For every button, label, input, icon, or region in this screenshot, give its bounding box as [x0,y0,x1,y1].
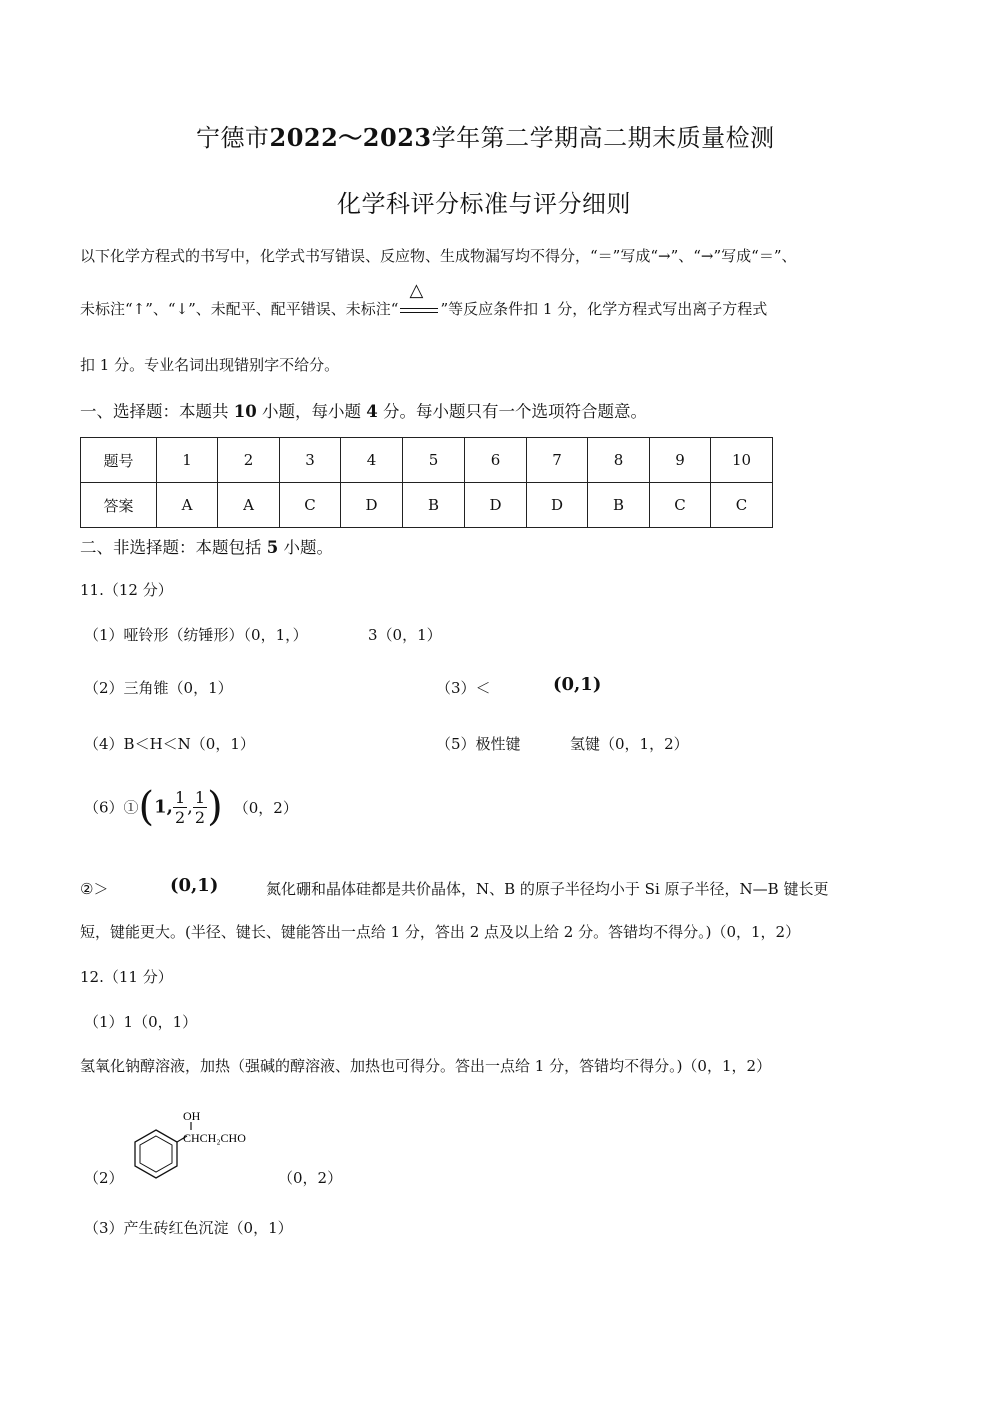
table-cell: B [403,483,465,528]
intro-line-2-b: ”等反应条件扣 1 分，化学方程式写出离子方程式 [440,300,768,318]
table-cell: D [527,483,588,528]
q11-part-6 [84,784,298,838]
heating-triangle: △ [409,280,424,301]
benzene-structure [125,1105,275,1185]
q11-part-7a: ②＞ [80,880,109,898]
q11-coord-z-den: 2 [194,807,206,827]
table-cell: D [465,483,527,528]
title-term: 学年第二学期高二期末质量检测 [431,124,775,152]
table-cell: A [157,483,218,528]
q11-part-7c: 短，键能更大。(半径、键长、键能答出一点给 1 分，答出 2 点及以上给 2 分。答错均不得分。)（0，1，2） [80,923,801,941]
benzene-ring [135,1130,177,1178]
title-line-1 [196,118,775,153]
q11-coord-x: 1, [154,796,173,818]
table-cell: C [711,483,773,528]
section-1-heading [80,398,647,422]
q11-part-6-label: （6）① [84,798,139,817]
struct-oh-label: OH [183,1109,201,1123]
section-2-count: 5 [266,538,279,557]
section-1-heading-a: 一、选择题：本题共 [80,402,234,421]
table-row-answers [81,483,773,528]
title-city: 宁德市 [196,124,270,152]
q11-part-7b: 氮化硼和晶体硅都是共价晶体，N、B 的原子半径均小于 Si 原子半径，N—B 键长更 [266,880,829,898]
q11-part-4: （4）B＜H＜N（0，1） [84,735,255,753]
q12-part-3: （3）产生砖红色沉淀（0，1） [84,1219,293,1237]
q11-part-2: （2）三角锥（0，1） [84,679,233,697]
q11-coord-z-num: 1 [194,787,206,807]
table-cell: 10 [711,438,773,483]
q12-header: 12.（11 分） [80,968,173,986]
q11-coord-y-den: 2 [174,807,186,827]
table-label-answer: 答案 [81,483,157,528]
table-cell: B [588,483,650,528]
q11-part-3-score: (0,1) [553,674,602,695]
heating-condition-symbol [398,280,440,318]
section-1-points: 4 [366,402,378,421]
intro-line-2 [80,280,768,319]
intro-line-3: 扣 1 分。专业名词出现错别字不给分。 [80,356,340,374]
table-cell: 9 [650,438,711,483]
table-cell: C [650,483,711,528]
table-cell: D [341,483,403,528]
table-cell: 3 [280,438,341,483]
section-2-heading-a: 二、非选择题：本题包括 [80,538,267,557]
table-cell: 4 [341,438,403,483]
struct-chain-label: CHCH₂CHO [183,1131,246,1145]
table-cell: A [218,483,280,528]
title-line-2: 化学科评分标准与评分细则 [337,190,631,218]
table-cell: C [280,483,341,528]
q11-part-5b: 氢键（0，1，2） [570,735,689,753]
table-cell: 7 [527,438,588,483]
table-cell: 1 [157,438,218,483]
table-cell: 2 [218,438,280,483]
section-2-heading-b: 小题。 [278,538,333,557]
q11-part-5a: （5）极性键 [436,735,521,753]
table-cell: 8 [588,438,650,483]
q11-header: 11.（12 分） [80,581,173,599]
section-2-heading [80,534,333,558]
section-1-heading-c: 分。每小题只有一个选项符合题意。 [377,402,647,421]
intro-line-2-a: 未标注“↑”、“↓”、未配平、配平错误、未标注“ [80,300,399,318]
q11-coord-y [173,788,187,827]
q11-coord-close-paren: ) [207,784,223,830]
q11-coord-z [193,788,207,827]
q12-part-2-score: （0，2） [278,1169,343,1187]
section-1-count: 10 [233,402,257,421]
table-cell: 6 [465,438,527,483]
title-years: 2022～2023 [269,123,432,152]
q11-coord-y-num: 1 [174,787,186,807]
table-row-numbers [81,438,773,483]
table-label-number: 题号 [81,438,157,483]
equals-line-top [400,308,438,309]
answer-table [80,437,773,528]
q11-coord-open-paren: ( [138,784,155,830]
table-cell: 5 [403,438,465,483]
q11-part-1b: 3（0，1） [368,626,442,644]
q11-part-3a: （3）＜ [436,679,491,697]
q11-coord-comma: , [187,796,193,818]
equals-line-bottom [400,312,438,313]
intro-line-1: 以下化学方程式的书写中，化学式书写错误、反应物、生成物漏写均不得分，“＝”写成“→”、“→”写成“＝”、 [80,247,797,265]
benzene-inner-ring [140,1136,172,1172]
q11-part-7-score: (0,1) [170,875,219,896]
q12-part-1-detail: 氢氧化钠醇溶液，加热（强碱的醇溶液、加热也可得分。答出一点给 1 分，答错均不得分。)（0，1，2） [80,1057,772,1075]
q11-part-6-score: （0，2） [233,798,298,817]
q12-part-2-label: （2） [84,1169,124,1187]
section-1-heading-b: 小题，每小题 [256,402,367,421]
q12-part-1: （1）1（0，1） [84,1013,198,1031]
q11-part-1a: （1）哑铃形（纺锤形）（0，1，） [84,626,308,644]
